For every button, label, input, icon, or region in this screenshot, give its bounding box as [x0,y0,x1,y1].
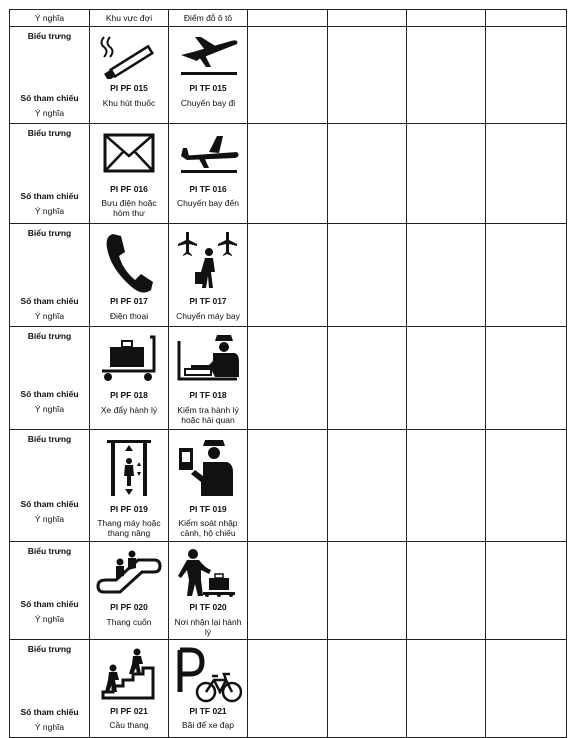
table-row [10,542,567,640]
symbol-label: Biểu trưng [27,644,72,654]
baggage-claim-icon [175,548,241,598]
header-empty [248,10,328,27]
reference-code: PI PF 021 [110,706,148,716]
passport-control-icon [175,436,241,500]
meaning-label: Ý nghĩa [34,404,65,414]
reference-label: Số tham chiếu [20,191,79,201]
table-row [10,327,567,430]
table-row [10,640,567,738]
elevator-icon [103,436,155,500]
symbol-table [9,9,567,738]
symbol-label: Biểu trưng [27,128,72,138]
reference-code: PI TF 017 [189,296,227,306]
meaning-text: Bưu điện hoặc hòm thư [101,198,157,218]
header-empty [328,10,407,27]
symbol-label: Biểu trưng [27,228,72,238]
meaning-text: Thang cuốn [106,617,152,627]
reference-label: Số tham chiếu [20,296,79,306]
escalator-icon [96,548,162,596]
meaning-text: Cầu thang [109,720,149,730]
meaning-label: Ý nghĩa [34,722,65,732]
reference-label: Số tham chiếu [20,389,79,399]
table-row [10,224,567,327]
meaning-text: Chuyến bay đi [180,98,236,108]
arrival-icon [175,130,241,176]
header-meaning: Ý nghĩa [10,10,90,27]
telephone-icon [99,230,159,296]
meaning-text: Kiểm soát nhập cảnh, hộ chiếu [178,518,238,538]
table-row [10,27,567,124]
reference-code: PI PF 017 [110,296,148,306]
reference-code: PI TF 018 [189,390,227,400]
meaning-text: Xe đẩy hành lý [100,405,158,415]
meaning-label: Ý nghĩa [34,206,65,216]
customs-icon [175,333,241,383]
symbol-label: Biểu trưng [27,434,72,444]
symbol-label: Biểu trưng [27,546,72,556]
bicycle-parking-icon [174,646,242,704]
reference-label: Số tham chiếu [20,707,79,717]
stairs-icon [99,646,159,702]
meaning-text: Bãi để xe đạp [182,720,234,730]
symbol-label: Biểu trưng [27,31,72,41]
table-row [10,124,567,224]
symbol-label: Biểu trưng [27,331,72,341]
reference-label: Số tham chiếu [20,93,79,103]
table-row [10,430,567,542]
baggage-trolley-icon [98,333,160,383]
reference-code: PI PF 019 [110,504,148,514]
reference-code: PI PF 020 [110,602,148,612]
meaning-label: Ý nghĩa [34,108,65,118]
meaning-label: Ý nghĩa [34,514,65,524]
header-row [10,10,567,27]
meaning-text: Khu hút thuốc [102,98,156,108]
header-empty [486,10,567,27]
meaning-text: Điện thoại [109,311,149,321]
reference-code: PI TF 020 [189,602,227,612]
connecting-flight-icon [175,230,241,292]
reference-code: PI PF 018 [110,390,148,400]
header-waiting-area: Khu vực đợi [90,10,169,27]
reference-code: PI TF 016 [189,184,227,194]
reference-code: PI TF 015 [189,83,227,93]
smoking-icon [96,33,162,79]
meaning-text: Nơi nhận lại hành lý [174,617,242,637]
reference-code: PI PF 015 [110,83,148,93]
reference-code: PI TF 021 [189,706,227,716]
reference-label: Số tham chiếu [20,499,79,509]
header-empty [407,10,486,27]
reference-label: Số tham chiếu [20,599,79,609]
meaning-label: Ý nghĩa [34,614,65,624]
header-car-parking: Điểm đỗ ô tô [169,10,248,27]
meaning-label: Ý nghĩa [34,311,65,321]
meaning-text: Thang máy hoặc thang nâng [97,518,161,538]
reference-code: PI TF 019 [189,504,227,514]
mail-icon [99,130,159,176]
reference-code: PI PF 016 [110,184,148,194]
departure-icon [175,33,241,79]
meaning-text: Chuyển máy bay [176,311,240,321]
meaning-text: Chuyến bay đến [177,198,239,208]
meaning-text: Kiểm tra hành lý hoặc hải quan [177,405,239,425]
